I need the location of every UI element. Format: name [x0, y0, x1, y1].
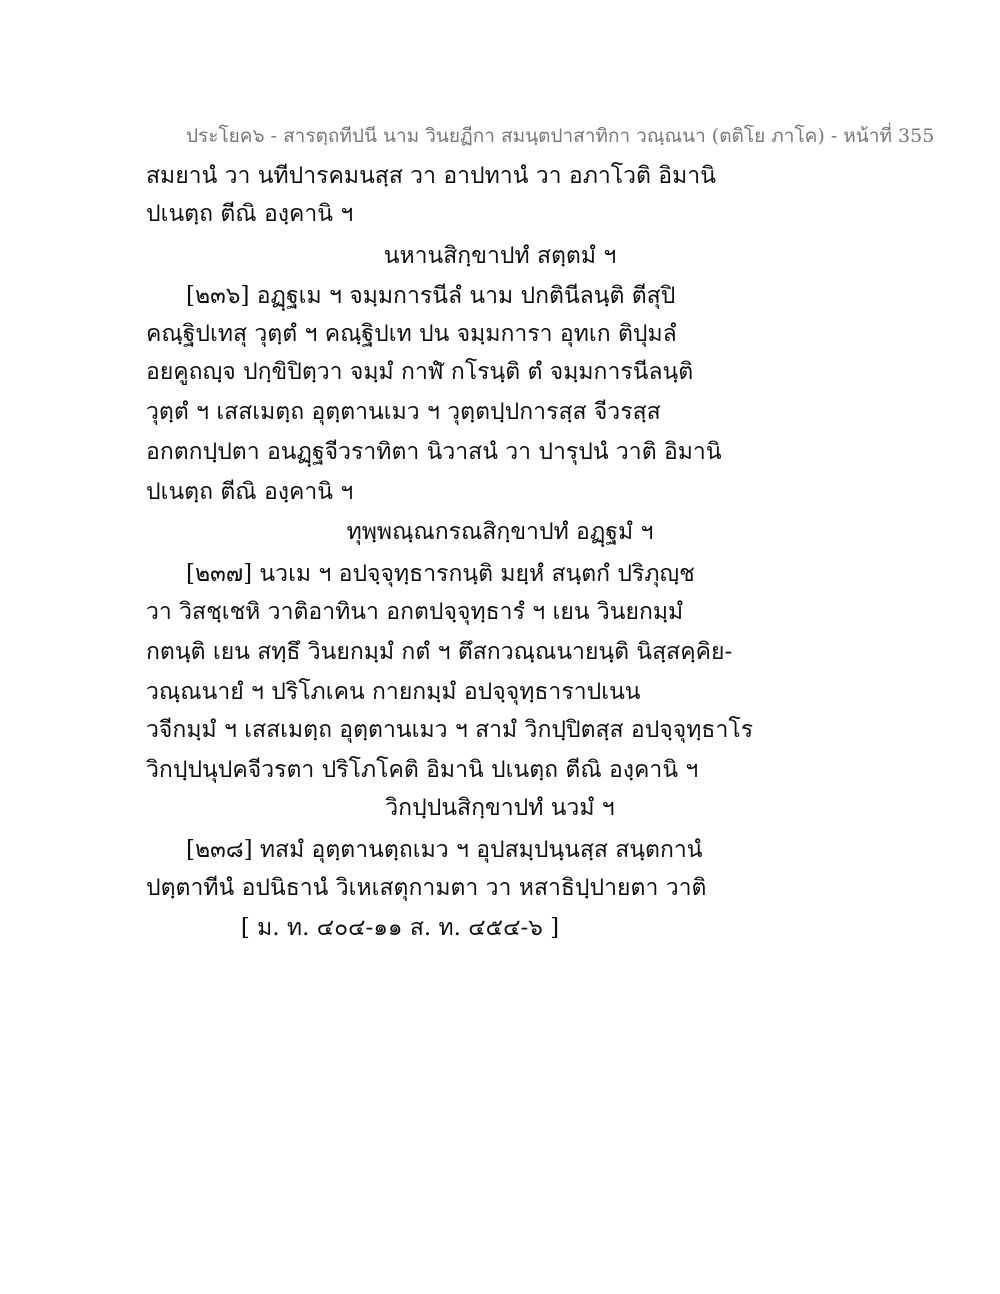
text-line: ปเนตฺถ ตีณิ องฺคานิ ฯ [146, 479, 354, 505]
text-line: ปตฺตาทีนํ อปนิธานํ วิเหเสตุกามตา วา หสาธิปฺปายตา วาติ [146, 875, 707, 901]
section-title: วิกปฺปนสิกฺขาปทํ นวมํ ฯ [385, 795, 615, 821]
paragraph-start: [๒๓๘] ทสมํ อุตฺตานตฺถเมว ฯ อุปสมฺปนฺนสฺส สนฺตกานํ [186, 837, 703, 863]
paragraph-start: [๒๓๖] อฏฺฐเม ฯ จมฺมการนีลํ นาม ปกตินีลนฺติ ตีสุปิ [186, 283, 676, 309]
text-line: วณฺณนายํ ฯ ปริโภเคน กายกมฺมํ อปจฺจุทฺธาราปเนน [146, 679, 641, 705]
text-line: วา วิสชฺเชหิ วาติอาทินา อกตปจฺจุทฺธารํ ฯ เยน วินยกมฺมํ [146, 599, 684, 625]
text-line: คณฺฐิปเทสุ วุตฺตํ ฯ คณฺฐิปเท ปน จมฺมการา อุทเก ติปุมลํ [146, 321, 677, 347]
text-line: สมยานํ วา นทีปารคมนสฺส วา อาปทานํ วา อภาโวติ อิมานิ [146, 163, 716, 189]
text-line: ปเนตฺถ ตีณิ องฺคานิ ฯ [146, 201, 354, 227]
text-line: วิกปฺปนุปคจีวรตา ปริโภโคติ อิมานิ ปเนตฺถ ตีณิ องฺคานิ ฯ [146, 757, 699, 783]
page-header: ประโยค๖ - สารตฺถทีปนี นาม วินยฏีกา สมนฺตปาสาทิกา วณฺณนา (ตติโย ภาโค) - หน้าที่ 355 [186, 125, 935, 147]
paragraph-start: [๒๓๗] นวเม ฯ อปจฺจุทฺธารกนฺติ มยฺหํ สนฺตกํ ปริภุญฺช [186, 561, 695, 587]
text-line: วจีกมฺมํ ฯ เสสเมตฺถ อุตฺตานเมว ฯ สามํ วิกปฺปิตสฺส อปจฺจุทฺธาโร [146, 717, 754, 743]
reference-note: [ ม. ท. ๔๐๔-๑๑ ส. ท. ๔๕๔-๖ ] [240, 915, 560, 941]
text-line: อกตกปฺปตา อนฏฺฐจีวราทิตา นิวาสนํ วา ปารุปนํ วาติ อิมานิ [146, 439, 722, 465]
section-title: ทุพฺพณฺณกรณสิกฺขาปทํ อฏฺฐมํ ฯ [346, 519, 654, 545]
section-title: นหานสิกฺขาปทํ สตฺตมํ ฯ [383, 243, 617, 269]
text-line: วุตฺตํ ฯ เสสเมตฺถ อุตฺตานเมว ฯ วุตฺตปฺปการสฺส จีวรสฺส [146, 399, 661, 425]
text-line: กตนฺติ เยน สทฺธึ วินยกมฺมํ กตํ ฯ ตึสกวณฺณนายนฺติ นิสฺสคฺคิย- [146, 639, 733, 665]
text-line: อยคูถญฺจ ปกฺขิปิตฺวา จมฺมํ กาฬํ กโรนฺติ ตํ จมฺมการนีลนฺติ [146, 359, 694, 385]
